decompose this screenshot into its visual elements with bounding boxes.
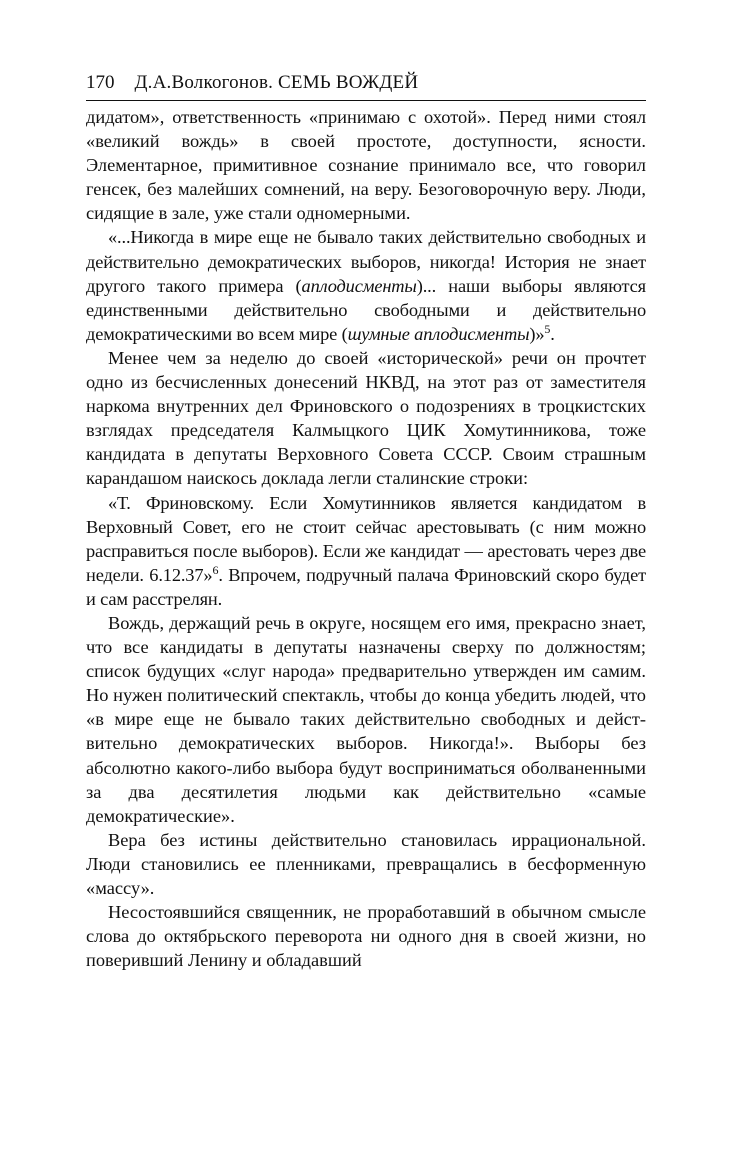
stage-direction: аплодисменты [301, 275, 417, 296]
quote-text-part: )... наши выборы являются единственными действительно свободными и действительно демократическими во всем мире ( [86, 275, 646, 344]
quote-text-part: «...Никогда в мире еще не бывало таких действительно свободных и действительно демократических выборов, никогда! История не знает другого такого примера ( [86, 227, 646, 296]
stage-direction: шумные аплодисменты [347, 323, 530, 344]
quote-text-part: «Т. Фриновскому. Если Хомутинников является кандидатом в Верховный Совет, его не стоит сейчас арестовывать (с ним можно расправиться после выборов). Если же кандидат — арестовать через две недели. 6.12.37» [86, 492, 646, 585]
running-title: Д.А.Волкогонов. СЕМЬ ВОЖДЕЙ [134, 72, 419, 93]
paragraph-5: Вождь, держащий речь в округе, носящем его имя, прекрасно знает, что все кандидаты в депутаты назначены сверху по должностям; список будущих «слуг народа» предварительно утвержден им самим. Но нужен политический спектакль, чтобы до конца убедить людей, что «в мире еще не бывало таких действительно свободных и действительно демократических выборов. Никогда!». Выборы без абсолютно какого-либо выбора будут восприниматься оболваненными за два десятилетия людьми как действительно «самые демократические». [86, 612, 646, 826]
paragraph-7: Несостоявшийся священник, не проработавший в обычном смысле слова до октябрьского переворота ни одного дня в своей жизни, но поверивший Ленину и обладавший [86, 902, 646, 971]
quote-text-part: . [550, 323, 555, 344]
body-text [86, 105, 646, 972]
footnote-marker: 5 [544, 321, 551, 336]
quote-text-part: . Впрочем, подручный палача Фриновский скоро будет и сам расстрелян. [86, 564, 647, 609]
quote-text-part: )» [529, 323, 545, 344]
paragraph-3: Менее чем за неделю до своей «исторической» речи он прочтет одно из бесчисленных донесений НКВД, на этот раз от заместителя наркома внутренних дел Фриновского о подозрениях в троцкистских взглядах председателя Калмыцкого ЦИК Хомутинникова, тоже кандидата в депутаты Верховного Совета СССР. Своим страшным карандашом наискось доклада легли сталинские строки: [86, 347, 646, 489]
paragraph-2-quote [86, 225, 646, 345]
book-page [86, 70, 646, 972]
running-header [86, 70, 646, 101]
page-number: 170 [86, 72, 115, 93]
paragraph-4-quote [86, 491, 646, 611]
paragraph-6: Вера без истины действительно становилась иррациональной. Люди становились ее пленниками, превращались в бесформенную «массу». [86, 829, 646, 898]
paragraph-1: дидатом», ответственность «принимаю с охотой». Перед ними стоял «великий вождь» в своей простоте, доступности, ясности. Элементарное, примитивное сознание принимало все, что говорил генсек, без малейших сомнений, на веру. Безоговорочную веру. Люди, сидящие в зале, уже стали одномерными. [86, 107, 646, 224]
footnote-marker: 6 [212, 562, 219, 577]
